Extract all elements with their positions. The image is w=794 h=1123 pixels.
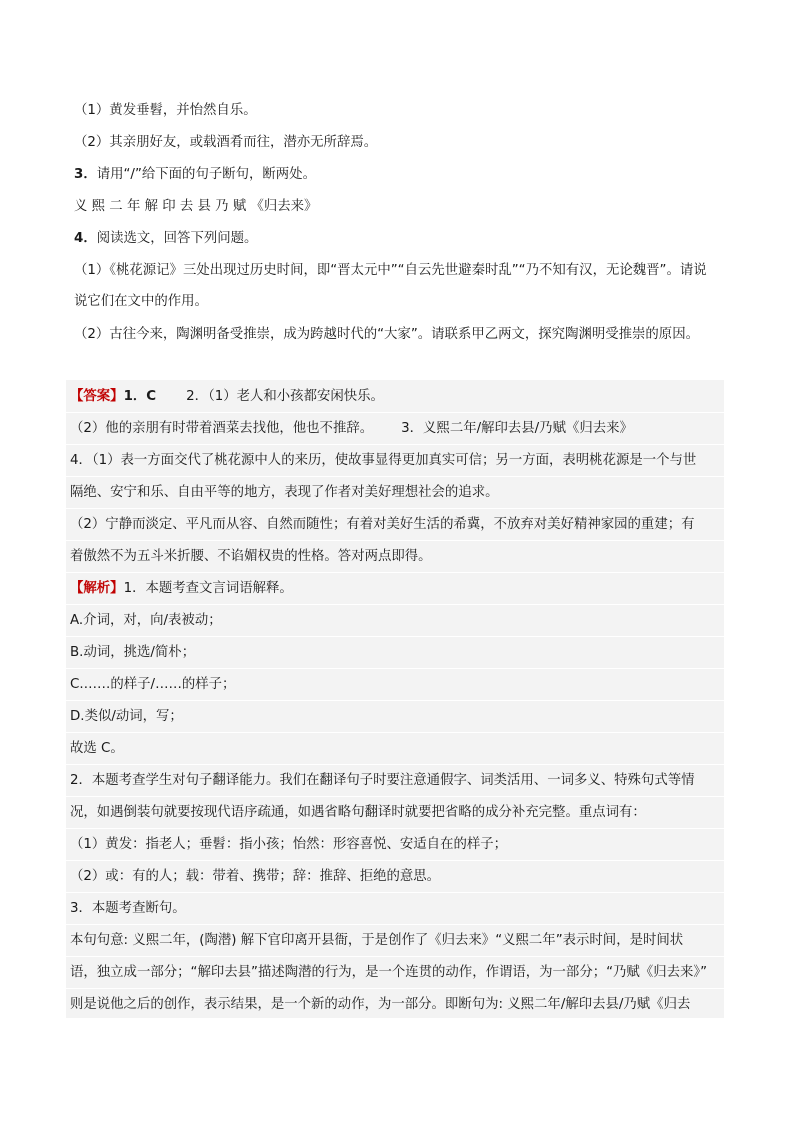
answer-line-1: [70, 387, 724, 407]
question-3-sentence: 义 熙 二 年 解 印 去 县 乃 赋 《归去来》: [74, 199, 318, 214]
analysis-option-a: A.介词，对，向/表被动；: [70, 613, 222, 628]
analysis-2-line-3: （1）黄发：指老人；垂髫：指小孩；怡然：形容喜悦、安适自在的样子；: [70, 837, 508, 852]
analysis-option-b: B.动词，挑选/简朴；: [70, 645, 196, 660]
question-2-item-1: （1）黄发垂髫，并怡然自乐。: [74, 103, 257, 118]
answer-4-item-2-line-2: 着傲然不为五斗米折腰、不谄媚权贵的性格。答对两点即得。: [70, 549, 432, 564]
answer-analysis-box: [66, 380, 724, 1018]
analysis-label: 【解析】: [70, 581, 124, 596]
question-text: 请用“/”给下面的句子断句，断两处。: [96, 167, 316, 182]
answer-4-item-2-line-1: （2）宁静而淡定、平凡而从容、自然而随性；有着对美好生活的希冀，不放弃对美好精神家园的重建；有: [70, 517, 695, 532]
question-3: [74, 165, 728, 185]
question-4-item-1-line-2: 说它们在文中的作用。: [74, 294, 208, 309]
question-text: 阅读选文，回答下列问题。: [96, 231, 258, 246]
analysis-3-line-3: 则是说他之后的创作，表示结果，是一个新的动作，为一部分。即断句为: 义熙二年/解印去县/乃赋《归去: [70, 997, 691, 1012]
analysis-2-line-4: （2）或：有的人；载：带着、携带；辞：推辞、拒绝的意思。: [70, 869, 441, 884]
analysis-1: 1．本题考查文言词语解释。: [123, 581, 293, 596]
analysis-choose: 故选 C。: [70, 741, 124, 756]
answer-line-2: [70, 419, 724, 439]
answer-1: 1．C: [123, 389, 157, 404]
answer-3: 3．义熙二年/解印去县/乃赋《归去来》: [401, 421, 633, 436]
analysis-3-line-2: 语，独立成一部分；“解印去县”描述陶潜的行为，是一个连贯的动作，作谓语，为一部分；“乃赋《归去来》”: [70, 965, 708, 980]
answer-4-item-1-line-1: 4．（1）表一方面交代了桃花源中人的来历，使故事显得更加真实可信；另一方面，表明桃花源是一个与世: [70, 453, 697, 468]
analysis-3-heading: 3．本题考查断句。: [70, 901, 186, 916]
question-number: 3．: [74, 167, 97, 182]
analysis-3-line-1: 本句句意: 义熙二年，(陶潜) 解下官印离开县衙，于是创作了《归去来》“义熙二年”表示时间，是时间状: [70, 933, 684, 948]
answer-2-item-1: 2．（1）老人和小孩都安闲快乐。: [186, 389, 384, 404]
analysis-option-c: C.……的样子/……的样子；: [70, 677, 236, 692]
answer-2-item-2: （2）他的亲朋有时带着酒菜去找他，他也不推辞。: [70, 421, 374, 436]
question-4: [74, 229, 728, 249]
answer-label: 【答案】: [70, 389, 124, 404]
analysis-2-line-2: 况，如遇倒装句就要按现代语序疏通，如遇省略句翻译时就要把省略的成分补充完整。重点词有：: [70, 805, 646, 820]
answer-4-item-1-line-2: 隔绝、安宁和乐、自由平等的地方，表现了作者对美好理想社会的追求。: [70, 485, 499, 500]
question-2-item-2: （2）其亲朋好友，或载酒肴而往，潜亦无所辞焉。: [74, 135, 378, 150]
question-4-item-1-line-1: （1）《桃花源记》三处出现过历史时间，即“晋太元中”“自云先世避秦时乱”“乃不知有汉，无论魏晋”。请说: [74, 263, 707, 278]
analysis-option-d: D.类似/动词，写；: [70, 709, 183, 724]
question-number: 4．: [74, 231, 97, 246]
analysis-line-1: [70, 579, 724, 599]
question-4-item-2: （2）古往今来，陶渊明备受推崇，成为跨越时代的“大家”。请联系甲乙两文，探究陶渊明受推崇的原因。: [74, 327, 699, 342]
analysis-2-line-1: 2．本题考查学生对句子翻译能力。我们在翻译句子时要注意通假字、词类活用、一词多义、特殊句式等情: [70, 773, 695, 788]
